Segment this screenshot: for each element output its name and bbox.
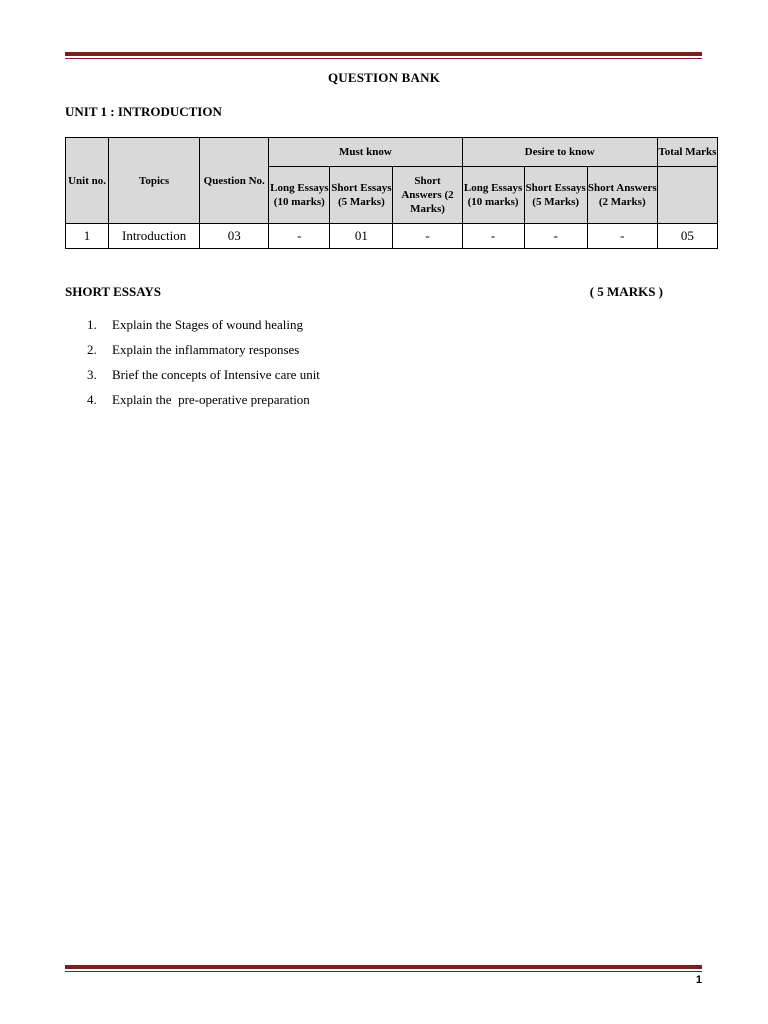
table-cell: - xyxy=(269,224,330,249)
unit-heading: UNIT 1 : INTRODUCTION xyxy=(65,104,222,119)
subheader-cell: Short Essays (5 Marks) xyxy=(524,167,587,224)
table-cell: 03 xyxy=(200,224,269,249)
table-cell: - xyxy=(587,224,657,249)
header-unit-no: Unit no. xyxy=(66,138,109,224)
list-item xyxy=(65,341,320,366)
section-marks-label: ( 5 MARKS ) xyxy=(589,284,663,299)
table-cell: 1 xyxy=(66,224,109,249)
document-title: QUESTION BANK xyxy=(327,70,441,85)
subheader-cell: Long Essays (10 marks) xyxy=(269,167,330,224)
table-row xyxy=(66,224,718,249)
question-text: Explain the inflammatory responses xyxy=(112,342,300,357)
header-question-no: Question No. xyxy=(200,138,269,224)
question-text: Brief the concepts of Intensive care unit xyxy=(112,367,320,382)
header-total-marks: Total Marks xyxy=(657,138,717,167)
table-header-row xyxy=(66,138,718,167)
header-desire-to-know: Desire to know xyxy=(462,138,657,167)
subheader-cell: Short Answers (2 Marks) xyxy=(587,167,657,224)
table-cell: - xyxy=(462,224,524,249)
table-cell: 05 xyxy=(657,224,717,249)
question-number: 4. xyxy=(87,392,97,407)
marks-distribution-table xyxy=(65,137,718,249)
table-cell: 01 xyxy=(330,224,393,249)
table-cell: - xyxy=(524,224,587,249)
list-item xyxy=(65,316,320,341)
table-cell: - xyxy=(393,224,462,249)
header-rule xyxy=(65,52,702,59)
subheader-cell: Short Essays (5 Marks) xyxy=(330,167,393,224)
question-number: 2. xyxy=(87,342,97,357)
question-number: 3. xyxy=(87,367,97,382)
page-number: 1 xyxy=(695,974,702,986)
header-must-know: Must know xyxy=(269,138,462,167)
list-item xyxy=(65,391,320,416)
section-heading xyxy=(65,284,663,300)
subheader-cell: Long Essays (10 marks) xyxy=(462,167,524,224)
footer-rule xyxy=(65,965,702,972)
question-text: Explain the Stages of wound healing xyxy=(112,317,303,332)
section-title: SHORT ESSAYS xyxy=(65,284,162,299)
table-cell: Introduction xyxy=(109,224,200,249)
subheader-cell-empty xyxy=(657,167,717,224)
header-topics: Topics xyxy=(109,138,200,224)
list-item xyxy=(65,366,320,391)
question-text: Explain the pre-operative preparation xyxy=(112,392,310,407)
question-number: 1. xyxy=(87,317,97,332)
subheader-cell: Short Answers (2 Marks) xyxy=(393,167,462,224)
question-list xyxy=(65,316,320,416)
